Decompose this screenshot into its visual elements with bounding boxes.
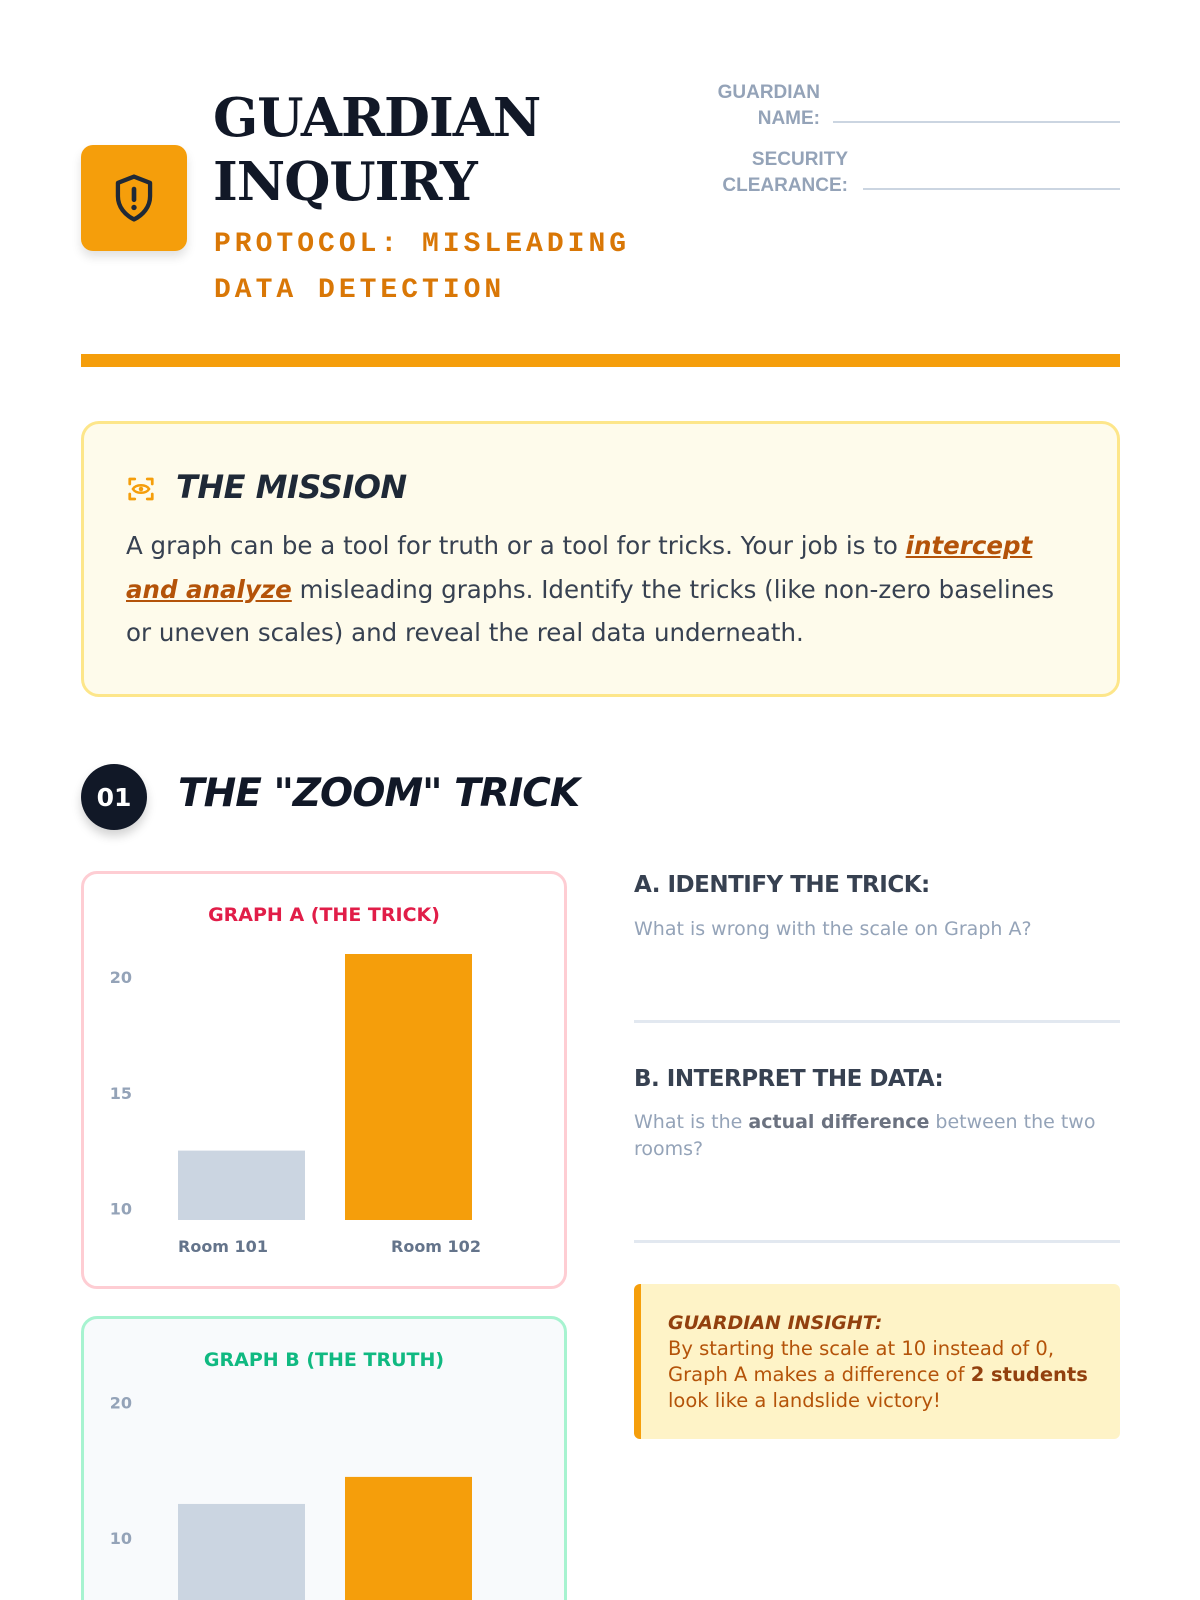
security-clearance-label-line-1: SECURITY	[751, 149, 848, 170]
guardian-insight-callout	[634, 1284, 1120, 1439]
graph-a-chart	[84, 874, 564, 1286]
protocol-line-1: PROTOCOL: MISLEADING	[214, 229, 631, 260]
answer-a-line[interactable]	[634, 1020, 1120, 1023]
eye-scan-icon	[126, 474, 156, 504]
graph-b-card	[81, 1316, 567, 1600]
y-tick-label: 10	[109, 1528, 132, 1548]
guardian-name-label	[660, 80, 820, 132]
x-tick-label: Room 101	[178, 1237, 268, 1256]
insight-text-part-1: By starting the scale at 10 instead of 0, Graph A makes a difference of	[668, 1337, 1055, 1386]
question-a-heading: A. IDENTIFY THE TRICK:	[634, 872, 930, 898]
guardian-name-label-line-1: GUARDIAN	[717, 82, 820, 103]
title-line-1: GUARDIAN	[213, 87, 541, 149]
insight-text	[668, 1336, 1100, 1414]
logo-badge	[81, 145, 187, 251]
mission-text-part-1: A graph can be a tool for truth or a tool for tricks. Your job is to	[126, 531, 906, 560]
bar-room-101	[178, 1504, 305, 1600]
y-tick-label: 20	[109, 968, 132, 988]
graph-b-title: GRAPH B (THE TRUTH)	[203, 1349, 445, 1371]
mission-text-part-2: misleading graphs. Identify the tricks (like non-zero baselines or uneven scales) and reveal the real data underneath.	[126, 574, 1055, 647]
question-a-prompt: What is wrong with the scale on Graph A?	[634, 918, 1032, 940]
question-b-prompt-bold: actual difference	[748, 1111, 930, 1133]
question-b-heading: B. INTERPRET THE DATA:	[634, 1066, 944, 1092]
title-line-2: INQUIRY	[213, 151, 477, 213]
section-number-badge: 01	[81, 764, 147, 830]
answer-b-line[interactable]	[634, 1240, 1120, 1243]
question-b-prompt-part-2: between the two rooms?	[634, 1111, 1096, 1160]
mission-box	[81, 421, 1120, 697]
graph-b-chart	[84, 1319, 564, 1600]
insight-heading: GUARDIAN INSIGHT:	[668, 1312, 883, 1334]
insight-text-bold: 2 students	[970, 1363, 1088, 1386]
mission-title: THE MISSION	[176, 468, 407, 506]
mission-text	[126, 524, 1086, 655]
x-tick-label: Room 102	[391, 1237, 481, 1256]
question-b-prompt	[634, 1109, 1104, 1163]
protocol-line-2: DATA DETECTION	[214, 275, 506, 306]
graph-a-card	[81, 871, 567, 1289]
question-b-prompt-part-1: What is the	[634, 1111, 749, 1133]
graph-a-title: GRAPH A (THE TRICK)	[208, 904, 440, 926]
mission-text-highlight: intercept and analyze	[126, 531, 1033, 604]
header-divider	[81, 354, 1120, 367]
guardian-name-label-line-2: NAME:	[757, 108, 820, 129]
section-title: THE "ZOOM" TRICK	[178, 771, 580, 816]
bar-room-102	[345, 1477, 472, 1600]
security-clearance-label-line-2: CLEARANCE:	[722, 175, 848, 196]
guardian-name-field[interactable]	[833, 121, 1120, 123]
insight-text-part-2: look like a landslide victory!	[668, 1389, 941, 1412]
protocol-subtitle	[214, 222, 654, 314]
security-clearance-label	[670, 147, 848, 199]
bar-room-101	[178, 1151, 305, 1220]
bar-room-102	[345, 954, 472, 1220]
y-tick-label: 10	[109, 1199, 132, 1219]
y-tick-label: 15	[109, 1083, 132, 1103]
security-clearance-field[interactable]	[863, 188, 1120, 190]
y-tick-label: 20	[109, 1393, 132, 1413]
shield-alert-icon	[112, 173, 156, 223]
page-title	[213, 86, 540, 214]
